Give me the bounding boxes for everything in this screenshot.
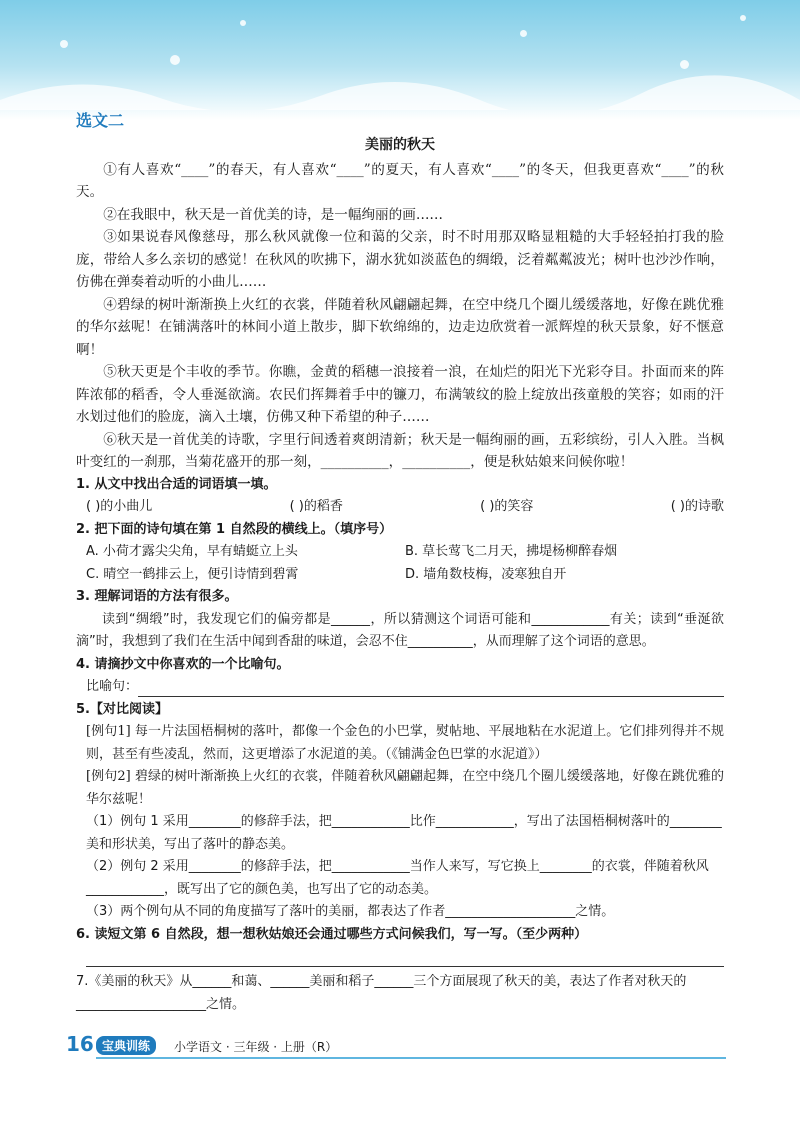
- example-sentence-2: [例句2] 碧绿的树叶渐渐换上火红的衣裳，伴随着秋风翩翩起舞，在空中绕几个圈儿缓缓落地，好像在跳优雅的华尔兹呢！: [86, 769, 724, 807]
- answer-line[interactable]: [86, 946, 724, 967]
- snowflake-icon: [60, 40, 68, 48]
- question-2: 2. 把下面的诗句填在第 1 自然段的横线上。（填序号）: [76, 521, 393, 537]
- option-b: B. 草长莺飞二月天，拂堤杨柳醉春烟: [405, 544, 618, 559]
- answer-blank[interactable]: ( )的小曲儿: [86, 499, 153, 514]
- answer-blank[interactable]: ( )的诗歌: [670, 499, 724, 514]
- paragraph-1: ①有人喜欢“____”的春天，有人喜欢“____”的夏天，有人喜欢“____”的冬天，但我更喜欢“____”的秋天。: [76, 161, 724, 200]
- question-2-options: [76, 541, 724, 586]
- question-4-answer: [76, 676, 724, 699]
- section-tag: 选文二: [76, 111, 125, 130]
- question-7: 7.《美丽的秋天》从______和蔼、______美丽和稻子______三个方面展现了秋天的美，表达了作者对秋天的____________________之情。: [76, 974, 687, 1012]
- simile-label: 比喻句：: [86, 679, 139, 694]
- snowy-hills-decoration: [0, 60, 800, 110]
- question-6: 6. 读短文第 6 自然段，想一想秋姑娘还会通过哪些方式问候我们，写一写。（至少两种）: [76, 926, 588, 942]
- example-sentence-1: [例句1] 每一片法国梧桐树的落叶，都像一个金色的小巴掌，熨帖地、平展地粘在水泥道上。它们排列得并不规则，甚至有些凌乱，然而，这更增添了水泥道的美。（《铺满金色巴掌的水泥道》）: [86, 724, 724, 762]
- question-3: 3. 理解词语的方法有很多。: [76, 589, 238, 604]
- brand-logo: 宝典训练: [96, 1036, 156, 1055]
- book-info: 小学语文 · 三年级 · 上册（R）: [174, 1040, 338, 1054]
- paragraph-4: ④碧绿的树叶渐渐换上火红的衣裳，伴随着秋风翩翩起舞，在空中绕几个圈儿缓缓落地，好像在跳优雅的华尔兹呢！在铺满落叶的林间小道上散步，脚下软绵绵的，边走边欣赏着一派辉煌的秋天景象，好不惬意啊！: [76, 296, 724, 358]
- question-1-blanks: [76, 496, 724, 519]
- option-d: D. 墙角数枝梅，凌寒独自开: [405, 566, 567, 582]
- page-header-banner: [0, 0, 800, 120]
- question-3-text: 读到“绸缎”时，我发现它们的偏旁都是______，所以猜测这个词语可能和____________有关；读到“垂涎欲滴”时，我想到了我们在生活中闻到香甜的味道，会忍不住__________，从而理解了这个词语的意思。: [76, 611, 724, 649]
- article-title: 美丽的秋天: [365, 137, 435, 153]
- option-a: A. 小荷才露尖尖角，早有蜻蜓立上头: [86, 544, 298, 559]
- question-5-1: （1）例句 1 采用________的修辞手法，把____________比作____________，写出了法国梧桐树落叶的________美和形状美，写出了落叶的静态美。: [86, 814, 722, 852]
- answer-line[interactable]: [138, 676, 724, 697]
- snowflake-icon: [240, 20, 246, 26]
- question-5: 5.【对比阅读】: [76, 701, 168, 717]
- question-1: 1. 从文中找出合适的词语填一填。: [76, 476, 277, 492]
- paragraph-3: ③如果说春风像慈母，那么秋风就像一位和蔼的父亲，时不时用那双略显粗糙的大手轻轻拍打我的脸庞，带给人多么亲切的感觉！在秋风的吹拂下，湖水犹如淡蓝色的绸缎，泛着粼粼波光；树叶也沙沙作响，仿佛在弹奏着动听的小曲儿……: [76, 229, 724, 290]
- answer-blank[interactable]: ( )的笑容: [480, 499, 534, 514]
- question-4: 4. 请摘抄文中你喜欢的一个比喻句。: [76, 656, 290, 672]
- snowflake-icon: [520, 30, 527, 37]
- footer-divider: [96, 1057, 726, 1059]
- question-5-2: （2）例句 2 采用________的修辞手法，把____________当作人来写，写它换上________的衣裳，伴随着秋风____________，既写出了它的颜色美，也写出了它的动态美。: [86, 859, 709, 897]
- question-5-3: （3）两个例句从不同的角度描写了落叶的美丽，都表达了作者____________________之情。: [86, 904, 615, 919]
- option-c: C. 晴空一鹤排云上，便引诗情到碧霄: [86, 566, 299, 582]
- paragraph-2: ②在我眼中，秋天是一首优美的诗，是一幅绚丽的画……: [103, 206, 444, 223]
- page-number: 16: [66, 1032, 94, 1056]
- snowflake-icon: [740, 15, 746, 21]
- paragraph-6: ⑥秋天是一首优美的诗歌，字里行间透着爽朗清新；秋天是一幅绚丽的画，五彩缤纷，引人入胜。当枫叶变红的一刹那，当菊花盛开的那一刻，__________，__________，便是秋姑娘来问候你啦！: [76, 431, 724, 470]
- answer-blank[interactable]: ( )的稻香: [289, 499, 343, 514]
- paragraph-5: ⑤秋天更是个丰收的季节。你瞧，金黄的稻穗一浪接着一浪，在灿烂的阳光下光彩夺目。扑面而来的阵阵浓郁的稻香，令人垂涎欲滴。农民们挥舞着手中的镰刀，布满皱纹的脸上绽放出孩童般的笑容；如雨的汗水划过他们的脸庞，滴入土壤，仿佛又种下希望的种子……: [76, 364, 724, 425]
- worksheet-content: [76, 134, 724, 1016]
- page-footer: [66, 1032, 726, 1060]
